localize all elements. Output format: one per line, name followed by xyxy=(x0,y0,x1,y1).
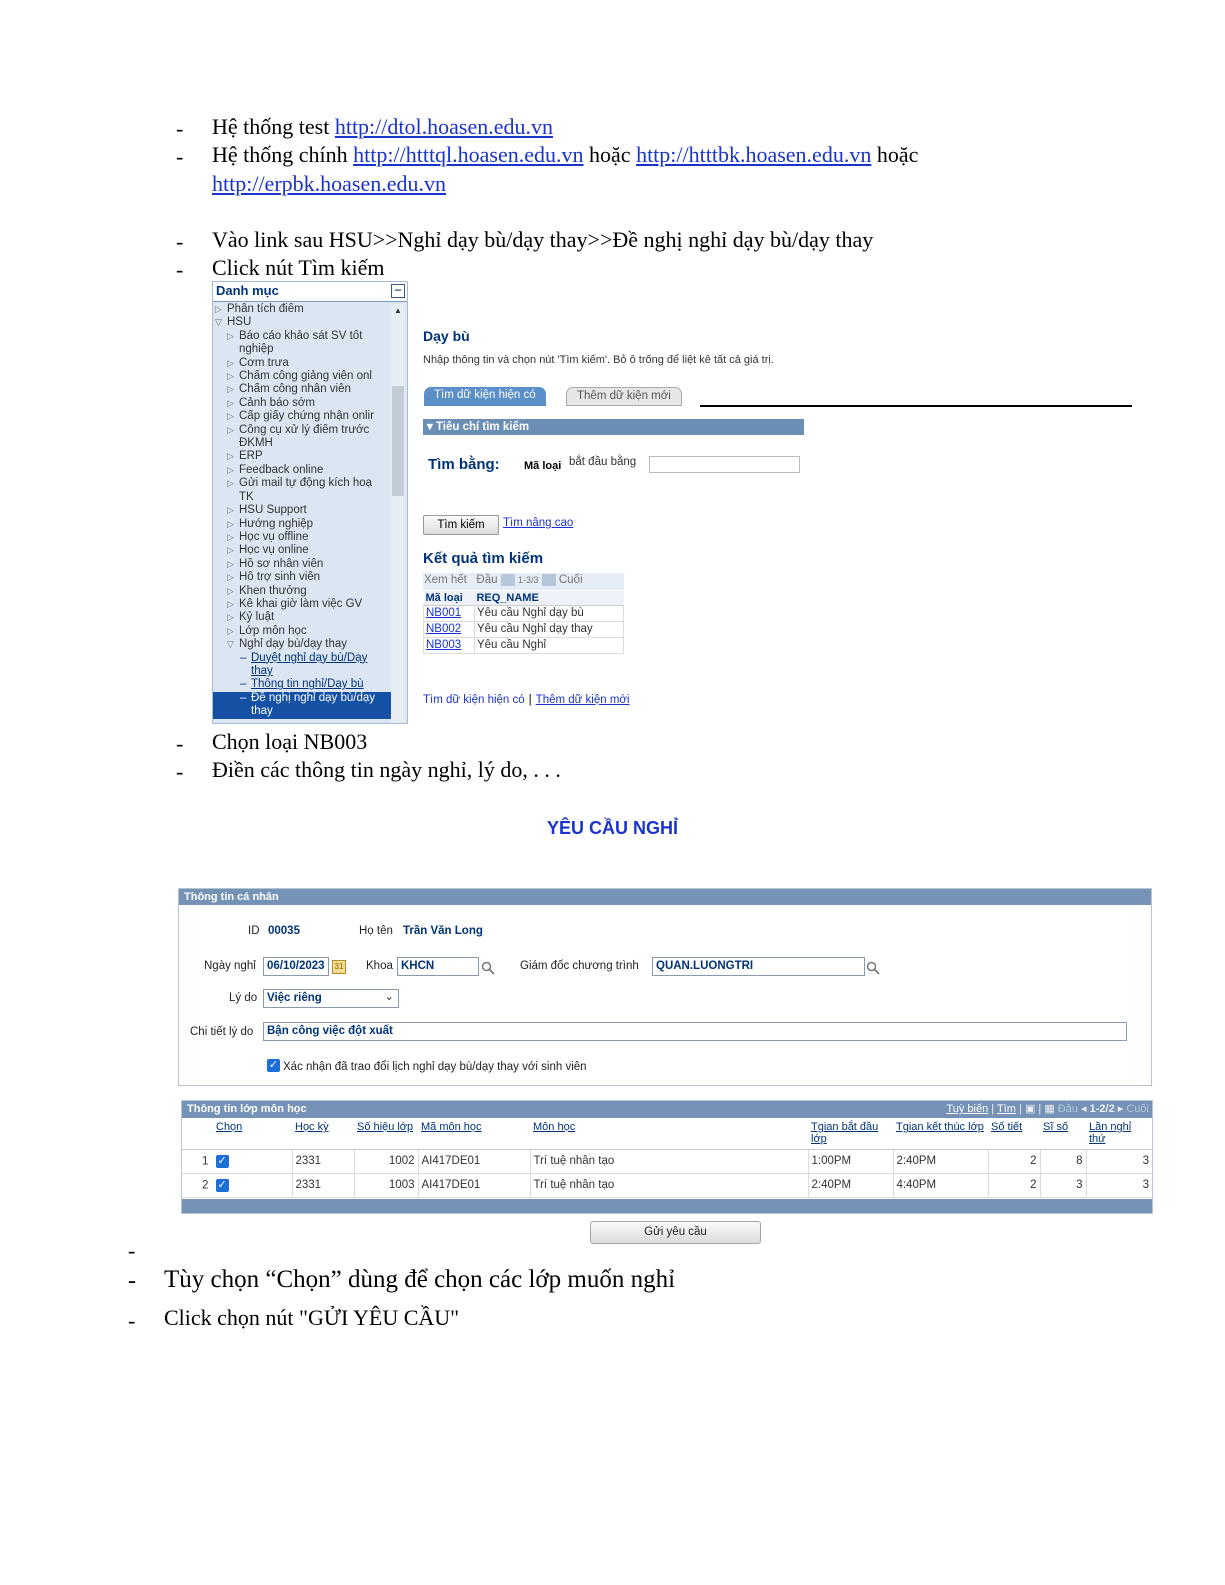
search-button[interactable]: Tìm kiếm xyxy=(423,515,499,535)
range-text: 1-2/2 xyxy=(1089,1103,1115,1115)
download-icon[interactable]: ▦ xyxy=(1044,1103,1055,1115)
doc-line-click-send: Click chọn nút "GỬI YÊU CẦU" xyxy=(164,1305,460,1330)
menu-item[interactable]: ▷ HSU Support xyxy=(227,504,307,517)
reason-select[interactable] xyxy=(263,989,399,1008)
bullet-dash: - xyxy=(176,229,184,254)
search-by-label: Tìm bằng: xyxy=(428,456,500,473)
main-system-link-2[interactable]: http://htttbk.hoasen.edu.vn xyxy=(636,142,872,167)
expand-icon: ▷ xyxy=(227,505,234,516)
expand-icon: ▷ xyxy=(227,531,234,542)
id-value: 00035 xyxy=(268,925,300,937)
name-value: Trần Văn Long xyxy=(403,925,483,937)
menu-title: Danh mục xyxy=(216,283,279,298)
find-link[interactable]: Tìm xyxy=(997,1103,1016,1115)
panel-title: Thông tin lớp môn học xyxy=(187,1103,307,1115)
expand-icon: ▷ xyxy=(227,545,234,556)
expand-icon: ▷ xyxy=(227,357,234,368)
menu-item[interactable]: ▷ Công cụ xử lý điểm trước xyxy=(227,423,370,436)
menu-item-hsu[interactable]: ▽ HSU xyxy=(215,316,252,329)
expand-icon: ▷ xyxy=(227,598,234,609)
times-cell: 3 xyxy=(1086,1173,1152,1197)
grid-tools: Tuỳ biến | Tìm | ▣ | ▦ Đầu ◂ 1-2/2 ▸ Cuối xyxy=(946,1103,1149,1115)
confirm-checkbox[interactable]: ✓ xyxy=(268,1059,279,1071)
chevron-down-icon: ⌄ xyxy=(384,991,394,1003)
column-header[interactable]: Số hiệu lớp xyxy=(354,1119,418,1149)
end-time-cell: 4:40PM xyxy=(893,1173,988,1197)
subject-cell: Trí tuệ nhân tạo xyxy=(530,1149,808,1173)
menu-list xyxy=(213,303,391,719)
table-header-row xyxy=(424,591,624,606)
range-text: 1-3/3 xyxy=(517,575,539,585)
field-label: Mã loại xyxy=(524,460,562,472)
expand-icon: ▷ xyxy=(227,625,234,636)
column-header[interactable]: Tgian bắt đầu lớp xyxy=(808,1119,893,1149)
doc-line-nav-path: Vào link sau HSU>>Nghỉ dạy bù/dạy thay>>Đề nghị nghỉ dạy bù/dạy thay xyxy=(212,227,874,252)
scroll-up-icon[interactable]: ▲ xyxy=(394,306,402,315)
column-header[interactable]: REQ_NAME xyxy=(474,591,623,606)
send-request-button[interactable]: Gửi yêu cầu xyxy=(590,1221,761,1244)
subject-cell: Trí tuệ nhân tạo xyxy=(530,1173,808,1197)
request-title: YÊU CẦU NGHỈ xyxy=(546,818,678,838)
column-header[interactable]: Học kỳ xyxy=(292,1119,354,1149)
expand-icon: ▷ xyxy=(227,518,234,529)
table-row[interactable] xyxy=(424,606,624,622)
column-header[interactable]: Chọn xyxy=(182,1119,292,1149)
times-cell: 3 xyxy=(1086,1149,1152,1173)
end-time-cell: 2:40PM xyxy=(893,1149,988,1173)
menu-item[interactable]: ▷ Gửi mail tự động kích hoạ xyxy=(227,477,373,490)
menu-item[interactable]: ▷ Báo cáo khảo sát SV tốt xyxy=(227,329,363,342)
reason-label: Lý do xyxy=(229,992,258,1004)
menu-item[interactable]: ▷ ERP xyxy=(227,450,263,463)
expand-icon: ▷ xyxy=(215,304,222,314)
tab-divider xyxy=(700,405,1132,407)
menu-item[interactable]: ▷ Phân tích điểm xyxy=(215,303,304,315)
prev-icon[interactable]: ◂ xyxy=(1081,1103,1087,1115)
column-header[interactable]: Mã môn học xyxy=(418,1119,530,1149)
menu-item[interactable]: ▷ Lớp môn học xyxy=(227,624,307,637)
menu-item[interactable]: ▷ Học vụ offline xyxy=(227,530,309,543)
expand-icon: ▷ xyxy=(227,411,234,422)
column-header[interactable]: Môn học xyxy=(530,1119,808,1149)
menu-item[interactable]: ▷ Hướng nghiệp xyxy=(227,517,314,530)
menu-item[interactable]: ▷ Học vụ online xyxy=(227,544,309,557)
column-header[interactable]: Mã loại xyxy=(424,591,475,606)
footer-links xyxy=(423,694,630,706)
term-cell: 2331 xyxy=(292,1173,354,1197)
search-instructions: Nhập thông tin và chọn nút 'Tìm kiếm'. Bỏ ô trống để liệt kê tất cả giá trị. xyxy=(423,354,774,366)
tab-find-existing[interactable]: Tìm dữ kiện hiện có xyxy=(424,387,546,406)
first-link[interactable]: Đầu xyxy=(476,574,498,586)
expand-icon: ▷ xyxy=(227,371,234,382)
expand-icon: ▷ xyxy=(227,330,234,341)
date-input[interactable]: 06/10/2023 xyxy=(263,957,329,976)
expand-icon: ▷ xyxy=(227,384,234,395)
class-no-cell: 1003 xyxy=(354,1173,418,1197)
erp-link[interactable]: http://erpbk.hoasen.edu.vn xyxy=(212,171,447,196)
menu-item-cont[interactable]: ĐKMH xyxy=(239,437,273,450)
menu-item[interactable]: ▷ Khen thưởng xyxy=(227,584,307,597)
personal-info-panel xyxy=(178,888,1152,1086)
doc-line-click-search: Click nút Tìm kiếm xyxy=(212,255,385,280)
expand-icon: ▷ xyxy=(227,397,234,408)
next-icon[interactable] xyxy=(542,574,556,586)
doc-text: Hệ thống chính xyxy=(212,142,354,167)
class-info-panel xyxy=(181,1100,1153,1214)
result-name: Yêu cầu Nghỉ xyxy=(474,638,623,654)
bullet-dash: - xyxy=(176,759,184,784)
footer-sep: | xyxy=(528,694,532,706)
result-name: Yêu cầu Nghỉ dạy thay xyxy=(474,622,623,638)
director-input[interactable]: QUAN.LUONGTRI xyxy=(652,957,865,976)
reason-value: Việc riêng xyxy=(267,992,322,1004)
menu-item[interactable]: ▷ Kê khai giờ làm việc GV xyxy=(227,597,363,610)
grid-header-row xyxy=(182,1119,1152,1149)
view-icon[interactable]: ▣ xyxy=(1024,1103,1036,1115)
doc-line-choose-type: Chọn loại NB003 xyxy=(212,729,368,754)
prev-icon[interactable] xyxy=(501,574,515,586)
menu-item[interactable]: ▷ Chấm công nhân viên xyxy=(227,383,351,396)
bullet-dash: - xyxy=(128,1238,136,1263)
bullet-dash: - xyxy=(176,731,184,756)
view-all-link[interactable]: Xem hết xyxy=(424,574,467,586)
menu-link-request-cont[interactable]: thay xyxy=(213,705,391,718)
advanced-search-link[interactable]: Tìm nâng cao xyxy=(503,517,574,529)
expand-icon: ▷ xyxy=(227,424,234,435)
doc-text: Hệ thống test xyxy=(212,114,335,139)
panel-header xyxy=(182,1101,1152,1118)
customize-link[interactable]: Tuỳ biến xyxy=(946,1103,989,1115)
column-header[interactable]: Lần nghỉ thứ xyxy=(1086,1119,1152,1149)
start-time-cell: 1:00PM xyxy=(808,1149,893,1173)
tab-add-new[interactable]: Thêm dữ kiện mới xyxy=(566,387,682,406)
next-icon[interactable]: ▸ xyxy=(1117,1103,1124,1115)
menu-item[interactable]: ▷ Cấp giấy chứng nhận onlir xyxy=(227,410,374,423)
expand-icon: ▷ xyxy=(227,585,234,596)
menu-item[interactable]: ▷ Feedback online xyxy=(227,463,324,476)
menu-link-request-selected[interactable]: – Đề nghị nghỉ dạy bù/dạy xyxy=(213,692,391,705)
collapse-icon[interactable]: − xyxy=(391,284,405,298)
main-system-link-1[interactable]: http://htttql.hoasen.edu.vn xyxy=(353,142,584,167)
doc-line-fill-info: Điền các thông tin ngày nghỉ, lý do, . . . xyxy=(212,757,561,782)
bullet-dash: - xyxy=(176,257,184,282)
doc-text: hoặc xyxy=(871,142,919,167)
doc-line-erp xyxy=(212,171,446,197)
nav-menu xyxy=(212,281,408,724)
search-input[interactable] xyxy=(649,456,800,473)
table-row[interactable] xyxy=(424,638,624,654)
calendar-icon[interactable]: 31 xyxy=(332,960,346,974)
column-header[interactable]: Tgian kết thúc lớp xyxy=(893,1119,988,1149)
bullet-dash: - xyxy=(128,1268,136,1294)
course-code-cell: AI417DE01 xyxy=(418,1149,530,1173)
column-header[interactable]: Số tiết xyxy=(988,1119,1040,1149)
last-link[interactable]: Cuối xyxy=(558,574,583,586)
menu-item-cont[interactable]: nghiệp xyxy=(239,343,274,356)
confirm-label: Xác nhận đã trao đổi lịch nghỉ dạy bù/dạy thay với sinh viên xyxy=(283,1061,587,1073)
menu-header xyxy=(213,282,407,302)
menu-item-cont[interactable]: TK xyxy=(239,490,254,503)
result-name: Yêu cầu Nghỉ dạy bù xyxy=(474,606,623,622)
doc-line-main-system xyxy=(212,142,918,168)
term-cell: 2331 xyxy=(292,1149,354,1173)
expand-icon: ▷ xyxy=(227,612,234,623)
menu-scrollbar[interactable] xyxy=(391,304,405,724)
scroll-thumb[interactable] xyxy=(392,386,404,496)
menu-item[interactable]: ▷ Cơm trưa xyxy=(227,356,289,369)
detail-input[interactable]: Bận công việc đột xuất xyxy=(263,1022,1127,1041)
expand-icon: ▷ xyxy=(227,464,234,475)
class-grid xyxy=(182,1119,1152,1198)
lookup-icon[interactable] xyxy=(481,961,495,975)
results-title: Kết quả tìm kiếm xyxy=(423,550,544,567)
operator-label: bắt đầu bằng xyxy=(569,456,637,468)
doc-line-choose-option: Tùy chọn “Chọn” dùng để chọn các lớp muốn nghỉ xyxy=(164,1266,676,1293)
select-checkbox[interactable]: ✓ xyxy=(217,1178,227,1191)
bullet-dash: - xyxy=(128,1308,136,1333)
menu-item[interactable]: ▷ Hồ sơ nhân viên xyxy=(227,557,324,570)
lookup-icon[interactable] xyxy=(866,961,880,975)
id-label: ID xyxy=(248,925,260,937)
row-number: 2 xyxy=(202,1179,209,1192)
bullet-dash: - xyxy=(176,144,184,169)
menu-item-leave[interactable]: ▽ Nghỉ dạy bù/dạy thay xyxy=(227,638,348,651)
expand-icon: ▷ xyxy=(227,558,234,569)
expand-icon: ▷ xyxy=(227,478,234,489)
date-label: Ngày nghỉ xyxy=(204,960,256,972)
result-code-link[interactable]: NB003 xyxy=(426,639,462,651)
column-header[interactable]: Sĩ số xyxy=(1040,1119,1086,1149)
last-link[interactable]: Cuối xyxy=(1126,1103,1149,1115)
detail-label: Chi tiết lý do xyxy=(190,1026,254,1038)
expand-icon: ▷ xyxy=(227,451,234,462)
footer-existing-link[interactable]: Tìm dữ kiện hiện có xyxy=(423,694,525,706)
start-time-cell: 2:40PM xyxy=(808,1173,893,1197)
doc-line-test-system xyxy=(212,114,553,140)
test-system-link[interactable]: http://dtol.hoasen.edu.vn xyxy=(334,114,553,139)
dept-input[interactable]: KHCN xyxy=(397,957,479,976)
criteria-header[interactable]: ▾ Tiêu chí tìm kiếm xyxy=(423,419,804,435)
footer-new-link[interactable]: Thêm dữ kiện mới xyxy=(535,694,630,706)
director-label: Giám đốc chương trình xyxy=(520,960,639,972)
bullet-dash: - xyxy=(176,116,184,141)
table-row xyxy=(182,1173,1152,1197)
expand-icon: ▷ xyxy=(227,572,234,583)
menu-link-approve-cont[interactable]: thay xyxy=(251,664,273,677)
collapse-tree-icon: ▽ xyxy=(227,639,234,650)
collapse-tree-icon: ▽ xyxy=(215,317,222,328)
menu-item[interactable]: ▷ Hỗ trợ sinh viên xyxy=(227,571,321,584)
size-cell: 8 xyxy=(1040,1149,1086,1173)
menu-link-info[interactable]: – Thông tin nghỉ/Dạy bù xyxy=(240,678,364,691)
size-cell: 3 xyxy=(1040,1173,1086,1197)
table-row xyxy=(182,1149,1152,1173)
collapse-icon: ▾ xyxy=(427,421,436,433)
panel-header: Thông tin cá nhân xyxy=(179,889,1151,905)
results-nav xyxy=(423,573,624,590)
class-no-cell: 1002 xyxy=(354,1149,418,1173)
course-code-cell: AI417DE01 xyxy=(418,1173,530,1197)
menu-link-approve[interactable]: – Duyệt nghỉ dạy bù/Dạy xyxy=(240,651,368,664)
menu-item[interactable]: ▷ Cảnh báo sớm xyxy=(227,396,315,409)
row-number: 1 xyxy=(202,1155,209,1168)
menu-item[interactable]: ▷ Kỷ luật xyxy=(227,611,275,624)
first-link[interactable]: Đầu xyxy=(1057,1103,1078,1115)
periods-cell: 2 xyxy=(988,1173,1040,1197)
dept-label: Khoa xyxy=(366,960,393,972)
menu-item[interactable]: ▷ Chấm công giảng viên onl xyxy=(227,370,372,383)
name-label: Họ tên xyxy=(359,925,393,937)
periods-cell: 2 xyxy=(988,1149,1040,1173)
page-title: Dạy bù xyxy=(423,328,470,344)
table-row[interactable] xyxy=(424,622,624,638)
select-checkbox[interactable]: ✓ xyxy=(217,1154,227,1167)
doc-text: hoặc xyxy=(583,142,637,167)
results-table xyxy=(423,591,624,654)
grid-footer-bar xyxy=(182,1199,1152,1213)
result-code-link[interactable]: NB002 xyxy=(426,623,462,635)
result-code-link[interactable]: NB001 xyxy=(426,607,462,619)
